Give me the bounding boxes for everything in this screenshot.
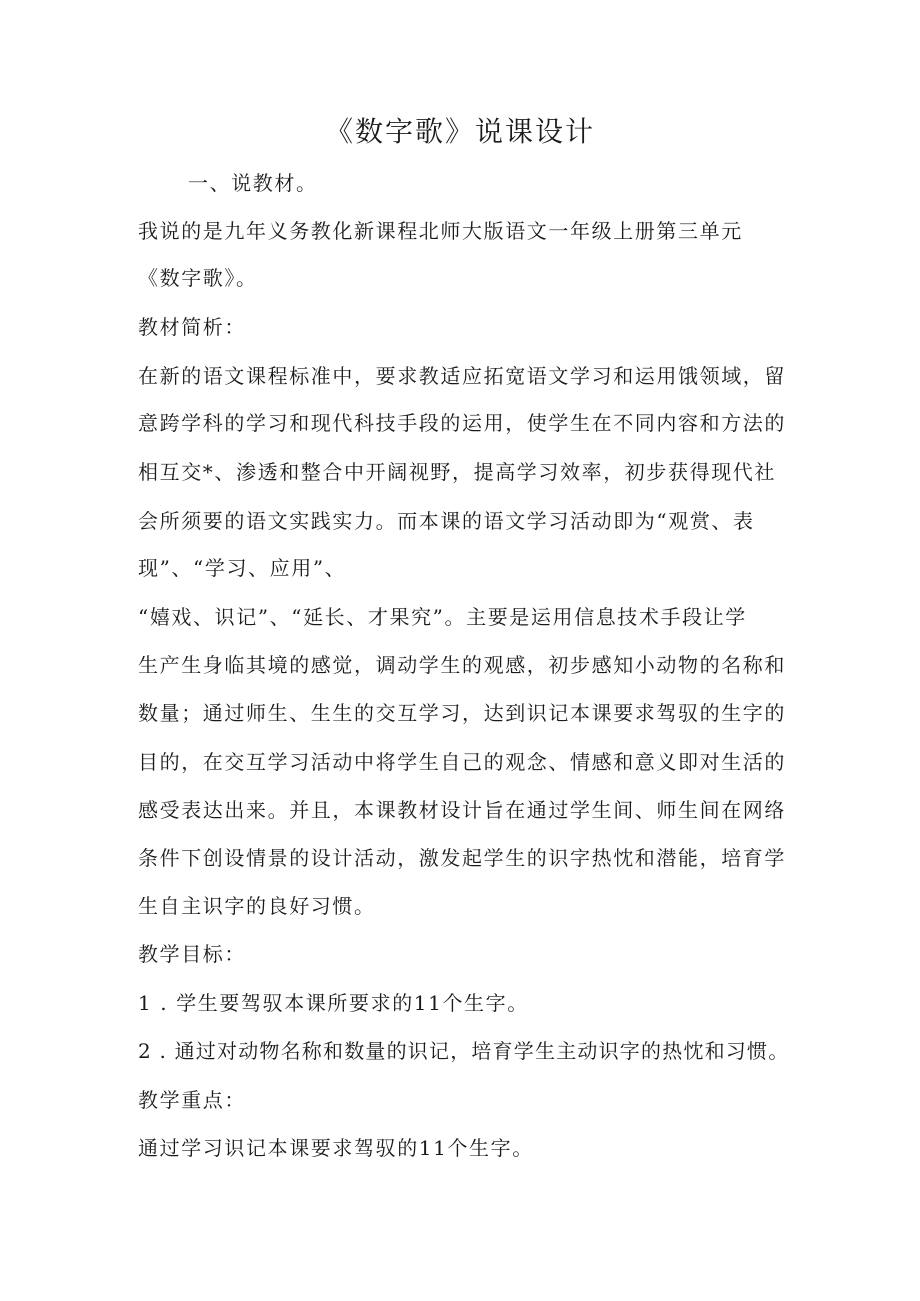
paragraph-line: 我说的是九年义务教化新课程北师大版语文一年级上册第三单元 [138, 219, 743, 243]
paragraph-line: 意跨学科的学习和现代科技手段的运用，使学生在不同内容和方法的 [138, 411, 786, 435]
paragraph-line: 条件下创设情景的设计活动，激发起学生的识字热忱和潜能，培育学 [138, 846, 786, 870]
paragraph-line: 感受表达出来。并且，本课教材设计旨在通过学生间、师生间在网络 [138, 798, 786, 822]
paragraph-line: 相互交*、渗透和整合中开阔视野，提高学习效率，初步获得现代社 [138, 460, 776, 484]
paragraph-line: 《数字歌》。 [138, 266, 258, 290]
subheading-key-points: 教学重点： [138, 1088, 246, 1112]
subheading-analysis: 教材简析： [138, 315, 246, 339]
paragraph-line: 目的，在交互学习活动中将学生自己的观念、情感和意义即对生活的 [138, 750, 786, 774]
page-title: 《数字歌》说课设计 [324, 115, 595, 148]
paragraph-line: 会所须要的语文实践实力。而本课的语文学习活动即为“观赏、表 [138, 509, 755, 533]
paragraph-line: 现”、“学习、应用”、 [138, 556, 347, 580]
paragraph-line: 生产生身临其境的感觉，调动学生的观感，初步感知小动物的名称和 [138, 653, 786, 677]
paragraph-line: 通过学习识记本课要求驾驭的11个生字。 [138, 1136, 534, 1160]
section-heading-textbook: 一、说教材。 [188, 171, 318, 195]
paragraph-line: 生自主识字的良好习惯。 [138, 894, 376, 918]
paragraph-line: “嬉戏、识记”、“延长、才果究”。主要是运用信息技术手段让学 [138, 605, 747, 629]
paragraph-line: 在新的语文课程标准中，要求教适应拓宽语文学习和运用饿领域，留 [138, 364, 786, 388]
paragraph-line: 数量；通过师生、生生的交互学习，达到识记本课要求驾驭的生字的 [138, 701, 786, 725]
objective-item-1: 1 . 学生要驾驭本课所要求的11个生字。 [138, 991, 529, 1015]
subheading-objectives: 教学目标： [138, 942, 246, 966]
objective-item-2: 2 . 通过对动物名称和数量的识记，培育学生主动识字的热忱和习惯。 [138, 1039, 790, 1063]
